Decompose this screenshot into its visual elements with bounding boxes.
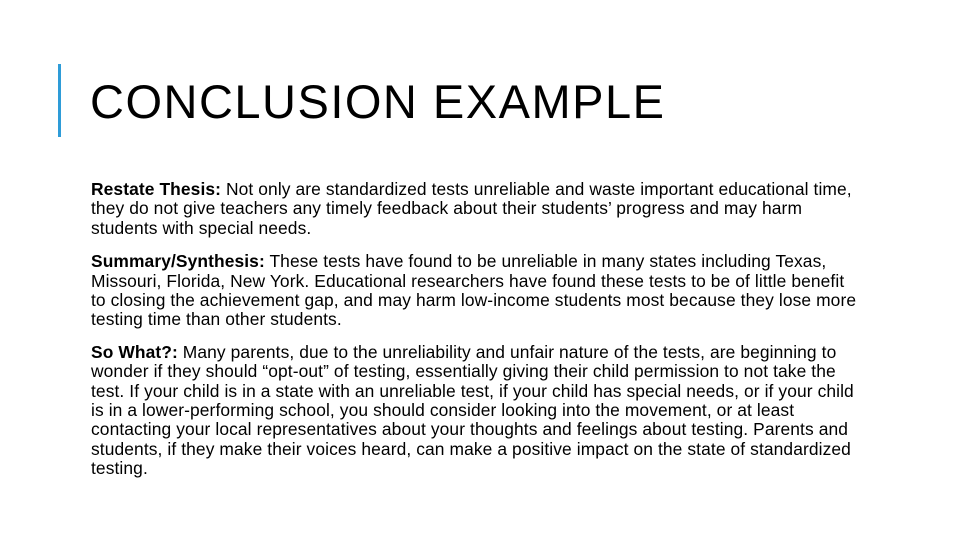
paragraph-restate-thesis [91,180,861,238]
title-accent-bar [58,64,61,137]
slide-title: CONCLUSION EXAMPLE [90,75,666,128]
paragraph-label: So What?: [91,341,178,362]
paragraph-label: Restate Thesis: [91,179,222,199]
slide-body [91,180,861,493]
paragraph-text: Many parents, due to the unreliability and unfair nature of the tests, are beginning to wonder if they should “opt-out” of testing, essentially giving their child permission to not take the test. If your child is in a state with an unreliable test, if your child has special needs, or if your child is in a lower-performing school, you should consider looking into the movement, or at least contacting your local representatives about your thoughts and feelings about testing. Parents and students, if they make their voices heard, can make a positive impact on the state of standardized testing. [91,341,854,479]
paragraph-label: Summary/Synthesis: [91,251,265,272]
paragraph-so-what [91,343,861,479]
paragraph-text: Not only are standardized tests unreliable and waste important educational time, they do not give teachers any timely feedback about their students’ progress and may harm students with special needs. [91,179,852,238]
paragraph-text: These tests have found to be unreliable in many states including Texas, Missouri, Florida, New York. Educational researchers have found these tests to be of little benefit to closing the achievement gap, and may harm low-income students most because they lose more testing time than other students. [91,251,857,330]
paragraph-summary-synthesis [91,252,861,330]
